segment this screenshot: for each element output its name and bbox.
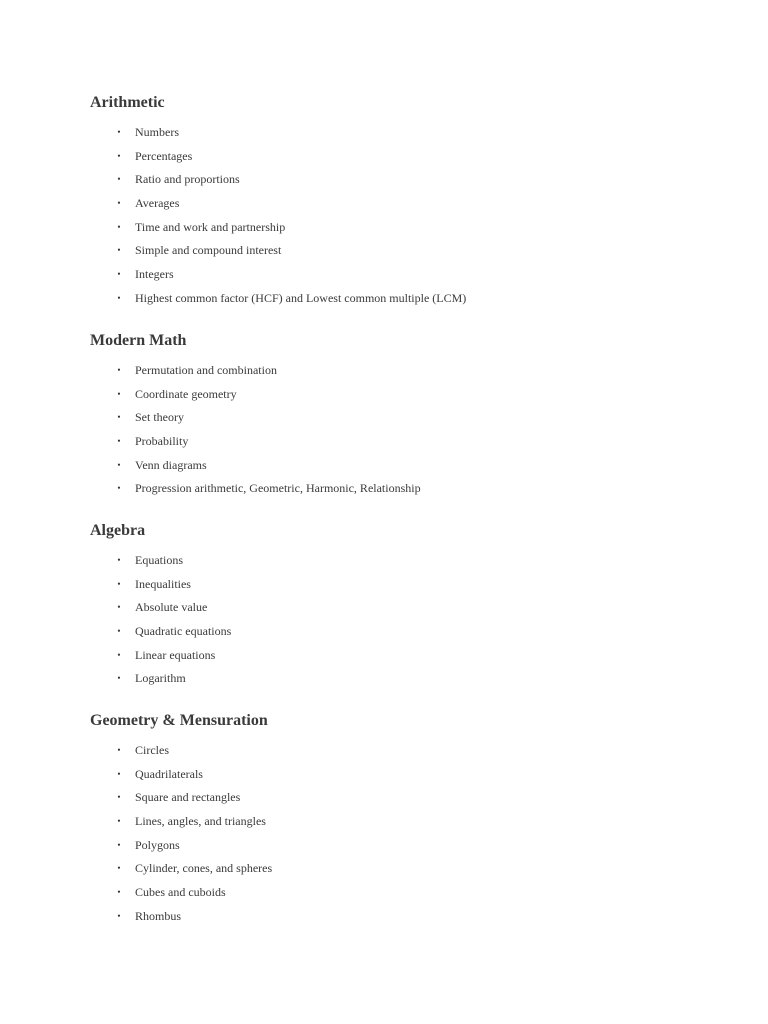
bullet-icon: • xyxy=(117,221,121,232)
list-item xyxy=(90,430,730,454)
list-item-label: Time and work and partnership xyxy=(135,219,286,234)
list-item xyxy=(90,810,730,834)
list-item xyxy=(90,263,730,287)
section-algebra xyxy=(90,521,730,686)
list-item-label: Venn diagrams xyxy=(135,457,207,472)
list-item-label: Quadrilaterals xyxy=(135,766,203,781)
list-item xyxy=(90,857,730,881)
list-item xyxy=(90,573,730,597)
bullet-icon: • xyxy=(117,174,121,185)
list-item-label: Cubes and cuboids xyxy=(135,885,226,900)
list-item xyxy=(90,786,730,810)
bullet-icon: • xyxy=(117,602,121,613)
list-item xyxy=(90,454,730,478)
bullet-icon: • xyxy=(117,673,121,684)
bullet-icon: • xyxy=(117,768,121,779)
bullet-icon: • xyxy=(117,910,121,921)
bullet-icon: • xyxy=(117,245,121,256)
bullet-icon: • xyxy=(117,792,121,803)
bullet-icon: • xyxy=(117,839,121,850)
list-item xyxy=(90,383,730,407)
bullet-icon: • xyxy=(117,365,121,375)
bullet-icon: • xyxy=(117,127,121,137)
list-item xyxy=(90,620,730,644)
list-item-label: Simple and compound interest xyxy=(135,243,282,258)
bullet-icon: • xyxy=(117,412,121,423)
bullet-icon: • xyxy=(117,555,121,565)
bullet-icon: • xyxy=(117,745,121,755)
list-item-label: Logarithm xyxy=(135,671,186,686)
list-item-label: Set theory xyxy=(135,410,184,425)
list-item-label: Absolute value xyxy=(135,600,208,615)
list-item-label: Probability xyxy=(135,434,189,449)
bullet-icon: • xyxy=(117,863,121,874)
topic-list xyxy=(90,549,730,691)
list-item-label: Quadratic equations xyxy=(135,624,232,639)
list-item xyxy=(90,168,730,192)
list-item-label: Numbers xyxy=(135,125,179,139)
list-item xyxy=(90,763,730,787)
list-item xyxy=(90,216,730,240)
list-item-label: Integers xyxy=(135,267,174,282)
bullet-icon: • xyxy=(117,483,121,494)
bullet-icon: • xyxy=(117,292,121,303)
list-item-label: Square and rectangles xyxy=(135,790,241,805)
bullet-icon: • xyxy=(117,459,121,470)
list-item xyxy=(90,596,730,620)
list-item xyxy=(90,739,730,763)
list-item-label: Lines, angles, and triangles xyxy=(135,814,266,829)
list-item xyxy=(90,881,730,905)
list-item xyxy=(90,834,730,858)
list-item-label: Equations xyxy=(135,553,183,567)
bullet-icon: • xyxy=(117,436,121,447)
list-item-label: Percentages xyxy=(135,148,193,163)
section-heading: Geometry & Mensuration xyxy=(90,712,268,729)
list-item xyxy=(90,644,730,668)
list-item-label: Linear equations xyxy=(135,647,216,662)
list-item-label: Polygons xyxy=(135,837,180,852)
list-item xyxy=(90,477,730,501)
bullet-icon: • xyxy=(117,269,121,280)
bullet-icon: • xyxy=(117,626,121,637)
section-geometry-mensuration xyxy=(90,711,730,923)
list-item-label: Rhombus xyxy=(135,908,182,923)
section-heading: Algebra xyxy=(90,522,146,539)
topic-list xyxy=(90,359,730,501)
bullet-icon: • xyxy=(117,578,121,589)
section-heading: Modern Math xyxy=(90,332,187,349)
bullet-icon: • xyxy=(117,150,121,161)
bullet-icon: • xyxy=(117,198,121,209)
list-item-label: Averages xyxy=(135,196,180,211)
bullet-icon: • xyxy=(117,649,121,660)
list-item xyxy=(90,121,730,145)
topic-list xyxy=(90,121,730,311)
list-item xyxy=(90,549,730,573)
list-item xyxy=(90,192,730,216)
list-item xyxy=(90,145,730,169)
list-item xyxy=(90,287,730,311)
topic-list xyxy=(90,739,730,929)
list-item xyxy=(90,905,730,929)
list-item-label: Coordinate geometry xyxy=(135,386,237,401)
section-arithmetic xyxy=(90,93,730,305)
section-modern-math xyxy=(90,331,730,496)
list-item xyxy=(90,406,730,430)
list-item xyxy=(90,667,730,691)
bullet-icon: • xyxy=(117,388,121,399)
list-item xyxy=(90,359,730,383)
list-item-label: Inequalities xyxy=(135,576,191,591)
list-item-label: Permutation and combination xyxy=(135,363,277,377)
list-item-label: Cylinder, cones, and spheres xyxy=(135,861,273,876)
section-heading: Arithmetic xyxy=(90,94,165,111)
list-item-label: Ratio and proportions xyxy=(135,172,240,187)
bullet-icon: • xyxy=(117,887,121,898)
list-item xyxy=(90,239,730,263)
bullet-icon: • xyxy=(117,816,121,827)
list-item-label: Circles xyxy=(135,743,169,757)
list-item-label: Progression arithmetic, Geometric, Harmonic, Relationship xyxy=(135,481,421,496)
list-item-label: Highest common factor (HCF) and Lowest common multiple (LCM) xyxy=(135,290,467,305)
